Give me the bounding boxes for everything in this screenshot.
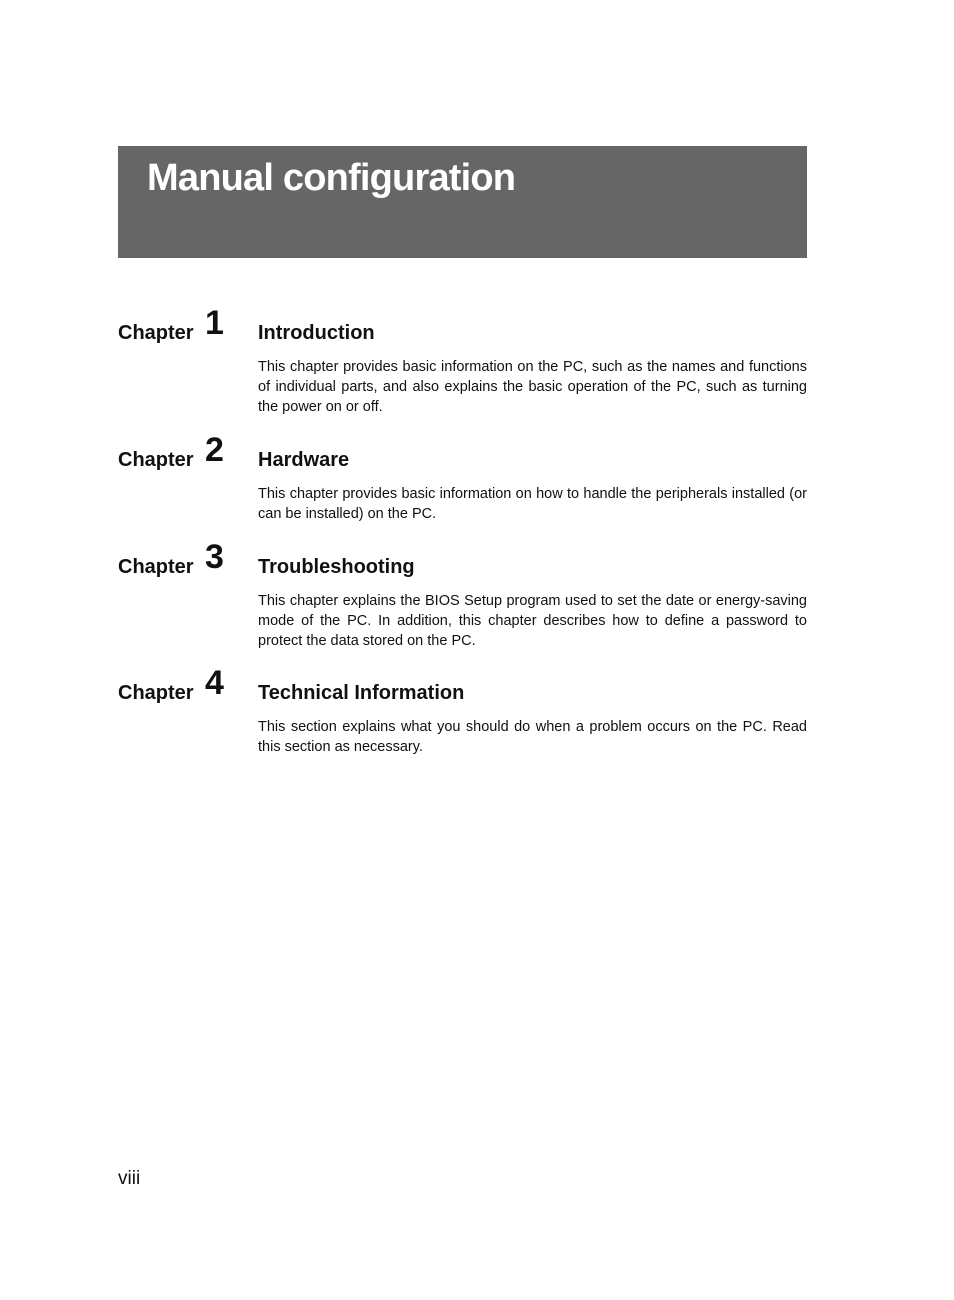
chapter-description: This chapter provides basic information on how to handle the peripherals installed (or can be installed) on the PC. [258, 486, 807, 522]
chapter-word: Chapter [118, 322, 194, 344]
chapter-number: 2 [205, 431, 224, 469]
chapter-heading: Introduction [258, 322, 375, 344]
chapter-description: This section explains what you should do when a problem occurs on the PC. Read this section as necessary. [258, 719, 807, 755]
chapter-number: 1 [205, 304, 224, 342]
chapter-word: Chapter [118, 682, 194, 704]
page-title: Manual configuration [147, 157, 516, 199]
page-number: viii [118, 1168, 141, 1189]
chapter-word: Chapter [118, 556, 194, 578]
chapter-heading: Hardware [258, 449, 350, 471]
title-banner [118, 146, 807, 258]
chapter-heading: Technical Information [258, 682, 465, 704]
chapter-description: This chapter explains the BIOS Setup program used to set the date or energy-saving mode of the PC. In addition, this chapter describes how to define a password to protect the data stored on the PC. [258, 593, 807, 649]
chapter-heading: Troubleshooting [258, 556, 415, 578]
chapter-number: 3 [205, 538, 224, 576]
chapter-number: 4 [205, 664, 224, 702]
chapter-description: This chapter provides basic information on the PC, such as the names and functions of individual parts, and also explains the basic operation of the PC, such as turning the power on or off. [258, 359, 807, 415]
chapter-word: Chapter [118, 449, 194, 471]
